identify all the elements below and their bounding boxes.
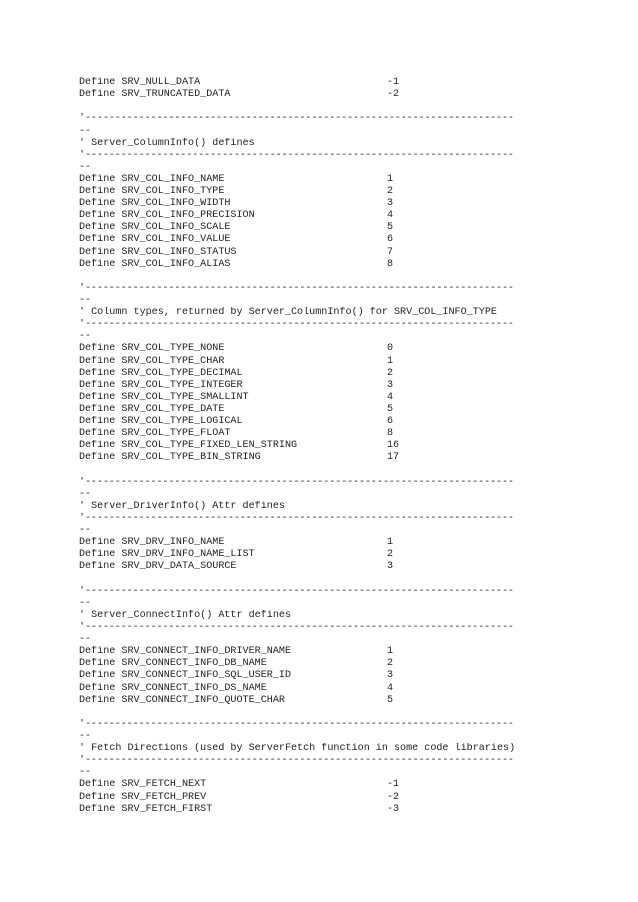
divider-line: '------------------------------------------------------------------------	[79, 476, 514, 488]
define-line	[79, 683, 569, 695]
define-line	[79, 804, 569, 816]
define-value: -1	[387, 77, 400, 88]
section-comment: ' Server_DriverInfo() Attr defines	[79, 500, 285, 512]
define-name: Define SRV_CONNECT_INFO_DRIVER_NAME	[79, 646, 292, 658]
define-value: 2	[387, 658, 394, 670]
define-value: 5	[387, 694, 394, 706]
section-comment: ' Server_ColumnInfo() defines	[79, 137, 255, 149]
define-line	[79, 89, 569, 101]
divider-tail: --	[79, 488, 92, 500]
define-value: -2	[387, 791, 400, 803]
define-name: Define SRV_CONNECT_INFO_QUOTE_CHAR	[79, 694, 285, 706]
define-name: Define SRV_FETCH_PREV	[79, 791, 207, 803]
blank-line	[79, 271, 569, 283]
define-line	[79, 561, 569, 573]
define-name: Define SRV_COL_INFO_WIDTH	[79, 198, 231, 210]
define-value: 5	[387, 222, 394, 234]
define-value: 1	[387, 355, 394, 367]
define-value: 3	[387, 561, 394, 573]
divider-tail: --	[79, 295, 92, 307]
define-name: Define SRV_TRUNCATED_DATA	[79, 89, 231, 101]
section-block	[79, 101, 569, 271]
section-block	[79, 707, 569, 816]
define-value: 16	[387, 440, 400, 452]
section-block	[79, 271, 569, 465]
define-line	[79, 416, 569, 428]
define-value: 1	[387, 173, 394, 185]
define-name: Define SRV_COL_INFO_TYPE	[79, 186, 225, 198]
define-name: Define SRV_COL_INFO_PRECISION	[79, 210, 255, 222]
define-line	[79, 658, 569, 670]
define-name: Define SRV_DRV_DATA_SOURCE	[79, 561, 237, 573]
define-value: -3	[387, 803, 400, 815]
define-value: 3	[387, 198, 394, 210]
define-line	[79, 695, 569, 707]
define-line	[79, 452, 569, 464]
define-name: Define SRV_DRV_INFO_NAME_LIST	[79, 549, 255, 561]
define-name: Define SRV_COL_TYPE_LOGICAL	[79, 416, 243, 428]
define-line	[79, 368, 569, 380]
define-name: Define SRV_COL_TYPE_DATE	[79, 403, 225, 415]
define-value: 2	[387, 186, 394, 198]
define-name: Define SRV_COL_TYPE_FLOAT	[79, 428, 231, 440]
define-line	[79, 440, 569, 452]
define-name: Define SRV_COL_INFO_NAME	[79, 173, 225, 185]
define-line	[79, 259, 569, 271]
divider-tail: --	[79, 161, 92, 173]
blank-line	[79, 464, 569, 476]
define-name: Define SRV_NULL_DATA	[79, 77, 201, 88]
define-value: 1	[387, 537, 394, 549]
define-value: -2	[387, 89, 400, 101]
section-comment: ' Column types, returned by Server_ColumnInfo() for SRV_COL_INFO_TYPE	[79, 307, 497, 319]
define-line	[79, 198, 569, 210]
define-value: 2	[387, 367, 394, 379]
define-value: 0	[387, 343, 394, 355]
divider-tail: --	[79, 731, 92, 743]
define-value: 4	[387, 210, 394, 222]
define-name: Define SRV_CONNECT_INFO_SQL_USER_ID	[79, 670, 292, 682]
divider-line: '------------------------------------------------------------------------	[79, 283, 514, 294]
define-value: -1	[387, 779, 400, 791]
define-line	[79, 428, 569, 440]
define-value: 3	[387, 670, 394, 682]
sections-container	[79, 101, 569, 816]
divider-line: '------------------------------------------------------------------------	[79, 512, 514, 524]
define-value: 2	[387, 549, 394, 561]
define-name: Define SRV_COL_INFO_SCALE	[79, 222, 231, 234]
define-value: 4	[387, 391, 394, 403]
define-name: Define SRV_COL_TYPE_SMALLINT	[79, 391, 249, 403]
define-line	[79, 343, 569, 355]
define-name: Define SRV_COL_TYPE_BIN_STRING	[79, 452, 261, 464]
section-comment: ' Fetch Directions (used by ServerFetch function in some code libraries)	[79, 743, 516, 755]
define-line	[79, 779, 569, 791]
define-name: Define SRV_COL_TYPE_CHAR	[79, 355, 225, 367]
divider-line: '------------------------------------------------------------------------	[79, 585, 514, 597]
divider-line: '------------------------------------------------------------------------	[79, 755, 514, 767]
define-name: Define SRV_COL_TYPE_DECIMAL	[79, 367, 243, 379]
define-line	[79, 186, 569, 198]
define-line	[79, 77, 569, 89]
define-line	[79, 222, 569, 234]
define-name: Define SRV_COL_TYPE_INTEGER	[79, 379, 243, 391]
divider-tail: --	[79, 767, 92, 779]
define-name: Define SRV_FETCH_NEXT	[79, 779, 207, 791]
define-name: Define SRV_COL_INFO_STATUS	[79, 246, 237, 258]
define-line	[79, 792, 569, 804]
define-name: Define SRV_COL_INFO_ALIAS	[79, 258, 231, 270]
section-block	[79, 464, 569, 573]
blank-line	[79, 573, 569, 585]
define-value: 1	[387, 646, 394, 658]
divider-tail: --	[79, 525, 92, 537]
define-name: Define SRV_COL_INFO_VALUE	[79, 234, 231, 246]
define-value: 3	[387, 379, 394, 391]
blank-line	[79, 101, 569, 113]
define-line	[79, 404, 569, 416]
define-line	[79, 549, 569, 561]
divider-tail: --	[79, 331, 92, 343]
define-value: 6	[387, 234, 394, 246]
divider-line: '------------------------------------------------------------------------	[79, 149, 514, 161]
define-name: Define SRV_CONNECT_INFO_DS_NAME	[79, 682, 267, 694]
define-line	[79, 646, 569, 658]
top-defines-block	[79, 77, 569, 101]
divider-line: '------------------------------------------------------------------------	[79, 622, 514, 634]
divider-line: '------------------------------------------------------------------------	[79, 718, 514, 730]
blank-line	[79, 707, 569, 719]
define-value: 5	[387, 403, 394, 415]
divider-line: '------------------------------------------------------------------------	[79, 319, 514, 331]
define-line	[79, 247, 569, 259]
define-name: Define SRV_DRV_INFO_NAME	[79, 537, 225, 549]
define-line	[79, 380, 569, 392]
define-line	[79, 174, 569, 186]
define-line	[79, 210, 569, 222]
divider-tail: --	[79, 597, 92, 609]
define-name: Define SRV_COL_TYPE_FIXED_LEN_STRING	[79, 440, 298, 452]
define-value: 4	[387, 682, 394, 694]
define-name: Define SRV_CONNECT_INFO_DB_NAME	[79, 658, 267, 670]
define-line	[79, 670, 569, 682]
define-value: 6	[387, 416, 394, 428]
divider-tail: --	[79, 634, 92, 646]
define-value: 17	[387, 452, 400, 464]
define-line	[79, 356, 569, 368]
define-name: Define SRV_COL_TYPE_NONE	[79, 343, 225, 355]
divider-line: '------------------------------------------------------------------------	[79, 113, 514, 125]
code-document	[79, 77, 569, 816]
define-line	[79, 234, 569, 246]
section-block	[79, 573, 569, 706]
define-line	[79, 537, 569, 549]
define-value: 8	[387, 258, 394, 270]
section-comment: ' Server_ConnectInfo() Attr defines	[79, 609, 292, 621]
define-value: 8	[387, 428, 394, 440]
define-name: Define SRV_FETCH_FIRST	[79, 803, 213, 815]
divider-tail: --	[79, 125, 92, 137]
define-value: 7	[387, 246, 394, 258]
define-line	[79, 392, 569, 404]
